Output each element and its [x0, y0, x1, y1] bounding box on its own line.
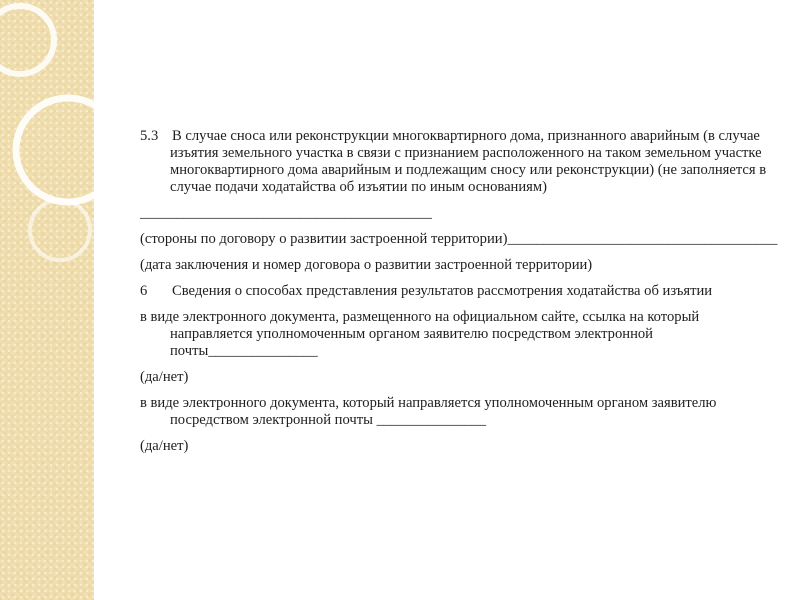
item-text: В случае сноса или реконструкции многоквартирного дома, признанного аварийным (в случае изъятия земельного участка в связи с признанием расположенного на таком земельном участке многоквартирного дома аварийным и подлежащим сносу или реконструкции) (не заполняется в случае подачи ходатайства об изъятии по иным основаниям): [170, 128, 767, 195]
parties-caption-text: (стороны по договору о развитии застроенной территории)_____________________________________: [140, 231, 778, 247]
item-number: 6: [140, 283, 148, 299]
item-6: [140, 283, 780, 300]
item-5-3: [140, 128, 780, 196]
parties-caption: [140, 231, 780, 248]
decorative-strip: [0, 0, 94, 600]
item-text: Сведения о способах представления результатов рассмотрения ходатайства об изъятии: [172, 283, 713, 299]
item-number: 5.3: [140, 128, 159, 144]
option-website: [140, 309, 780, 360]
blank-line: [140, 205, 780, 222]
contract-caption-text: (дата заключения и номер договора о развитии застроенной территории): [140, 257, 593, 273]
blank-line-text: ________________________________________: [140, 205, 432, 221]
option-email-text: в виде электронного документа, который направляется уполномоченным органом заявителю посредством электронной почты _______________: [140, 395, 717, 428]
option-email: [140, 395, 780, 429]
yes-no-caption: [140, 369, 780, 386]
option-website-text: в виде электронного документа, размещенного на официальном сайте, ссылка на который направляется уполномоченным органом заявителю посредством электронной почты_______________: [140, 309, 700, 359]
contract-caption: [140, 257, 780, 274]
yes-no-text: (да/нет): [140, 438, 189, 454]
form-text: [140, 128, 780, 464]
yes-no-text: (да/нет): [140, 369, 189, 385]
yes-no-caption: [140, 438, 780, 455]
